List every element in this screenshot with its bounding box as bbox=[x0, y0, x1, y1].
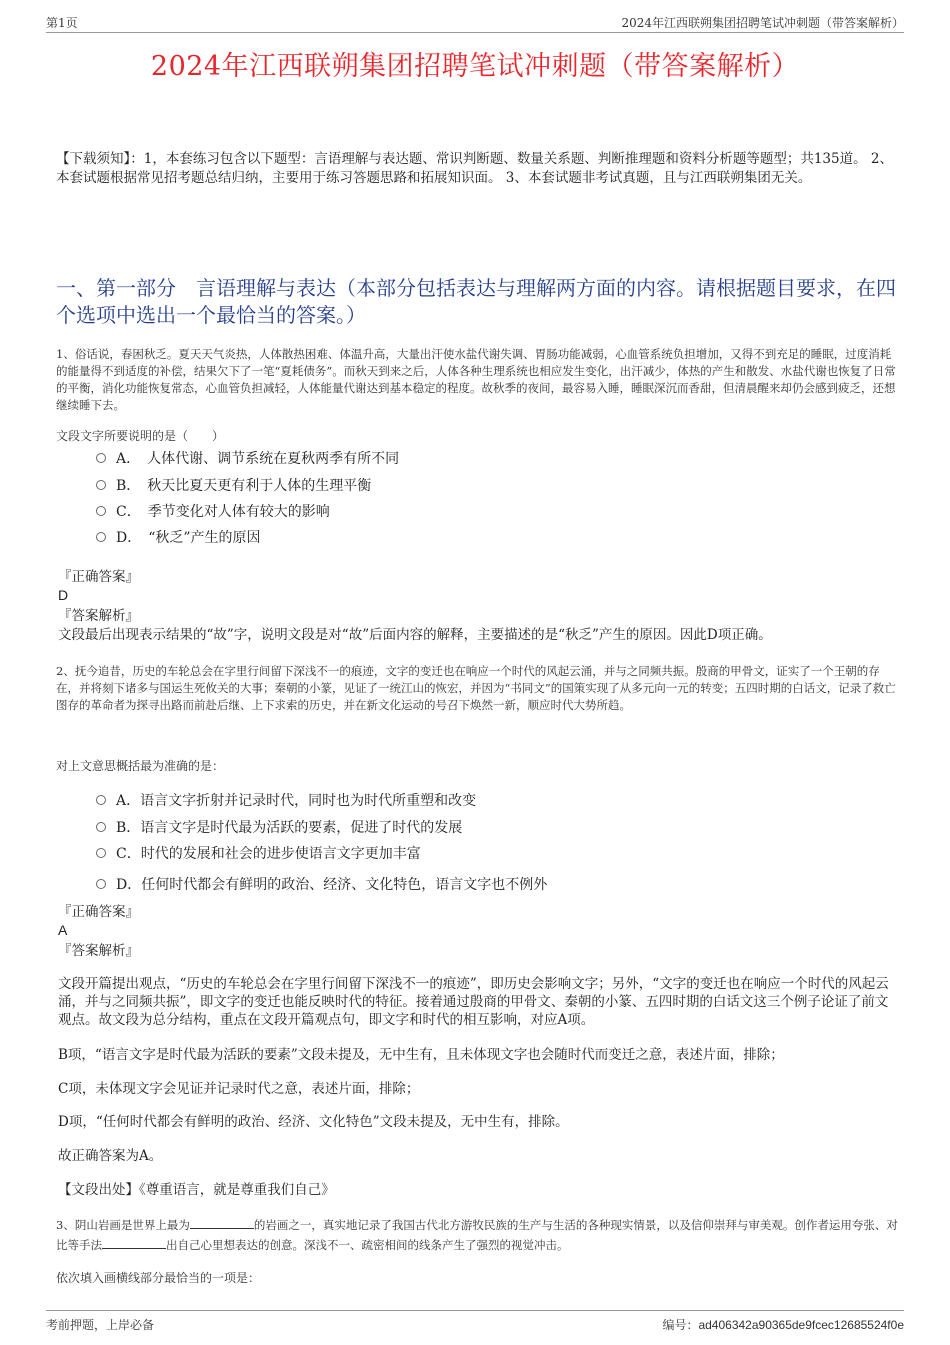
q2-option-b[interactable]: B．语言文字是时代最为活跃的要素，促进了时代的发展 bbox=[96, 817, 462, 837]
q3-stem: 依次填入画横线部分最恰当的一项是： bbox=[56, 1271, 261, 1285]
radio-icon[interactable] bbox=[96, 822, 106, 832]
q2-option-c[interactable]: C．时代的发展和社会的进步使语言文字更加丰富 bbox=[96, 843, 421, 863]
q2-option-d[interactable]: D．任何时代都会有鲜明的政治、经济、文化特色，语言文字也不例外 bbox=[96, 874, 547, 894]
section-title: 一、第一部分 言语理解与表达（本部分包括表达与理解两方面的内容。请根据题目要求，在四个选项中选出一个最恰当的答案。） bbox=[56, 276, 896, 327]
q2-analysis-conclusion: 故正确答案为A。 bbox=[58, 1148, 163, 1164]
header-doc-title: 2024年江西联朔集团招聘笔试冲刺题（带答案解析） bbox=[621, 16, 904, 30]
q1-answer: D bbox=[58, 587, 69, 603]
q1-text: 1、俗话说，春困秋乏。夏天天气炎热，人体散热困难、体温升高，大量出汗使水盐代谢失调、胃肠功能减弱，心血管系统负担增加，又得不到充足的睡眠，过度消耗的能量得不到适度的补偿，结果欠下了一笔“夏耗债务”。而秋天到来之后，人体各种生理系统也相应发生变化，出汗减少，体热的产生和散发、水盐代谢也恢复了日常的平衡，消化功能恢复常态，心血管负担减轻，人体能量代谢达到基本稳定的程度。故秋季的夜间，最容易入睡，睡眠深沉而香甜，但清晨醒来却仍会感到疲乏，还想继续睡下去。 bbox=[56, 347, 896, 412]
download-notice: 【下载须知】：1，本套练习包含以下题型：言语理解与表达题、常识判断题、数量关系题、判断推理题和资料分析题等题型；共135道。 2、本套试题根据常见招考题总结归纳，主要用于练习答题思路和拓展知识面。 3、本套试题非考试真题，且与江西联朔集团无关。 bbox=[56, 151, 893, 186]
q1-option-a[interactable]: A． 人体代谢、调节系统在夏秋两季有所不同 bbox=[96, 448, 399, 468]
q1-stem: 文段文字所要说明的是（ ） bbox=[56, 429, 225, 443]
q2-option-a[interactable]: A．语言文字折射并记录时代，同时也为时代所重塑和改变 bbox=[96, 790, 476, 810]
page-title: 2024年江西联朔集团招聘笔试冲刺题（带答案解析） bbox=[150, 51, 800, 82]
q1-correct-label: 『正确答案』 bbox=[58, 569, 139, 585]
q2-answer: A bbox=[58, 922, 68, 938]
q2-correct-label: 『正确答案』 bbox=[58, 904, 139, 920]
q3-text: 3、阴山岩画是世界上最为 的岩画之一，真实地记录了我国古代北方游牧民族的生产与生活的各种现实情景，以及信仰崇拜与审美观。创作者运用夸张、对比等手法 出自己心里想表达的创意。深浅不一、疏密相间的线条产生了强烈的视觉冲击。 bbox=[56, 1218, 898, 1252]
fill-blank-2[interactable] bbox=[102, 1236, 166, 1249]
q1-option-b[interactable]: B． 秋天比夏天更有利于人体的生理平衡 bbox=[96, 475, 371, 495]
q2-analysis-para-4: D项，“任何时代都会有鲜明的政治、经济、文化特色”文段未提及，无中生有，排除。 bbox=[58, 1114, 569, 1130]
q2-stem: 对上文意思概括最为准确的是： bbox=[56, 759, 225, 773]
radio-icon[interactable] bbox=[96, 506, 106, 516]
page-number: 第1页 bbox=[46, 16, 78, 30]
page-footer bbox=[46, 1310, 904, 1333]
q1-analysis-label: 『答案解析』 bbox=[58, 608, 139, 624]
radio-icon[interactable] bbox=[96, 532, 106, 542]
page-header bbox=[46, 14, 904, 33]
q2-analysis-label: 『答案解析』 bbox=[58, 943, 139, 959]
q1-analysis: 文段最后出现表示结果的“故”字，说明文段是对“故”后面内容的解释，主要描述的是“秋乏”产生的原因。因此D项正确。 bbox=[58, 627, 772, 643]
q2-analysis-para-2: B项，“语言文字是时代最为活跃的要素”文段未提及，无中生有，且未体现文字也会随时代而变迁之意，表述片面，排除； bbox=[58, 1047, 784, 1063]
radio-icon[interactable] bbox=[96, 795, 106, 805]
radio-icon[interactable] bbox=[96, 480, 106, 490]
q1-option-d[interactable]: D． “秋乏”产生的原因 bbox=[96, 527, 261, 547]
radio-icon[interactable] bbox=[96, 879, 106, 889]
radio-icon[interactable] bbox=[96, 453, 106, 463]
footer-code: 编号：ad406342a90365de9fcec12685524f0e bbox=[662, 1318, 904, 1332]
q1-option-c[interactable]: C． 季节变化对人体有较大的影响 bbox=[96, 501, 330, 521]
fill-blank-1[interactable] bbox=[190, 1216, 254, 1229]
radio-icon[interactable] bbox=[96, 848, 106, 858]
q2-analysis-para-1: 文段开篇提出观点，“历史的车轮总会在字里行间留下深浅不一的痕迹”，即历史会影响文字；另外，“文字的变迁也在响应一个时代的风起云涌，并与之同频共振”，即文字的变迁也能反映时代的特征。接着通过殷商的甲骨文、秦朝的小篆、五四时期的白话文这三个例子论证了前文观点。故文段为总分结构，重点在文段开篇观点句，即文字和时代的相互影响，对应A项。 bbox=[58, 976, 889, 1028]
q2-source: 【文段出处】《尊重语言，就是尊重我们自己》 bbox=[58, 1182, 335, 1198]
footer-slogan: 考前押题，上岸必备 bbox=[46, 1318, 155, 1332]
q2-analysis-para-3: C项，未体现文字会见证并记录时代之意，表述片面，排除； bbox=[58, 1081, 420, 1097]
q2-text: 2、抚今追昔，历史的车轮总会在字里行间留下深浅不一的痕迹，文字的变迁也在响应一个时代的风起云涌，并与之同频共振。殷商的甲骨文，证实了一个王朝的存在，并将刻下诸多与国运生死攸关的大事；秦朝的小篆，见证了一统江山的恢宏，并因为“书同文”的国策实现了从多元向一元的转变；五四时期的白话文，记录了救亡图存的革命者为探寻出路而前赴后继、上下求索的历史，并在新文化运动的号召下焕然一新，顺应时代大势所趋。 bbox=[56, 664, 896, 712]
